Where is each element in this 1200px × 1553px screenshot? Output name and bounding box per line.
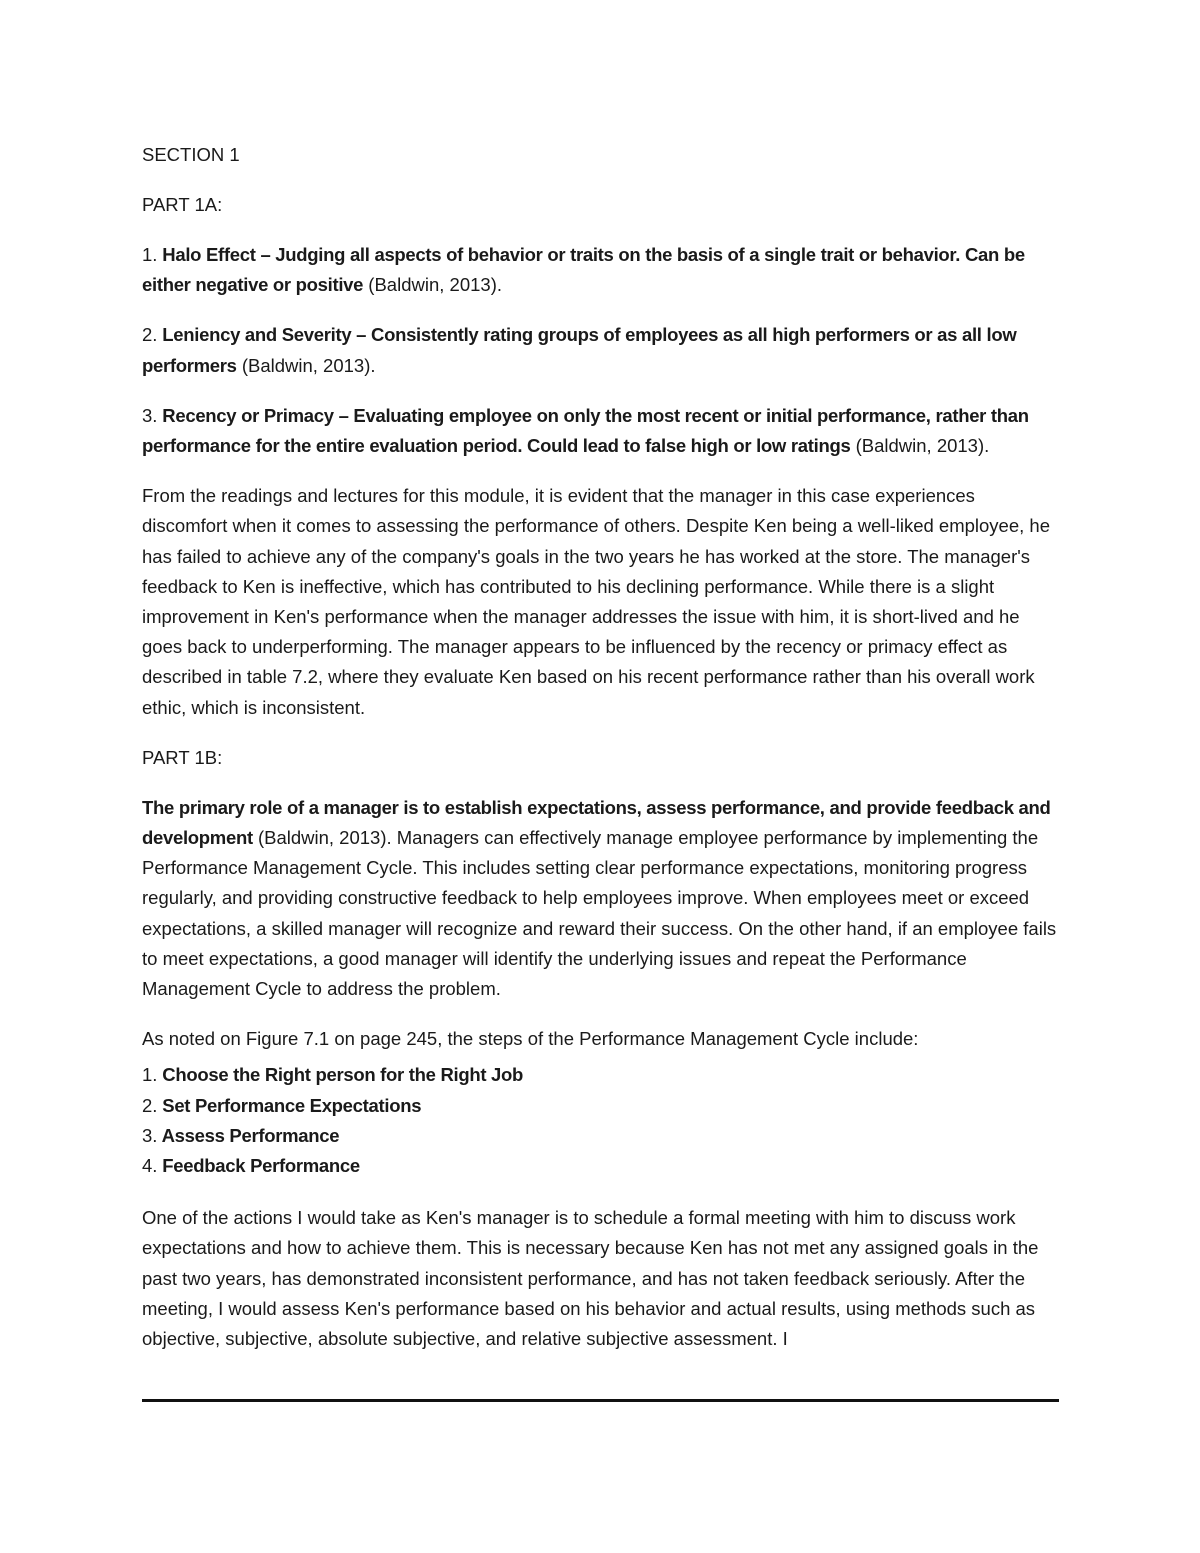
list-item <box>142 1121 1060 1151</box>
item-number: 1. <box>142 244 158 265</box>
document-body <box>142 140 1060 1374</box>
step-number: 3. <box>142 1124 158 1146</box>
step-label: Set Performance Expectations <box>157 1094 422 1116</box>
item-definition: Leniency and Severity – Consistently rating groups of employees as all high performers or as all low performers <box>142 324 1017 376</box>
item-number: 3. <box>142 404 158 426</box>
step-number: 4. <box>142 1155 158 1177</box>
step-label: Choose the Right person for the Right Job <box>157 1064 524 1086</box>
part-1a-body: From the readings and lectures for this module, it is evident that the manager in this case experiences discomfort when it comes to assessing the performance of others. Despite Ken being a well-liked employee, he has failed to achieve any of the company's goals in the two years he has worked at the store. The manager's feedback to Ken is ineffective, which has contributed to his declining performance. While there is a slight improvement in Ken's performance when the manager addresses the issue with him, it is short-lived and he goes back to underperforming. The manager appears to be influenced by the recency or primacy effect as described in table 7.2, where they evaluate Ken based on his recent performance rather than his overall work ethic, which is inconsistent. <box>142 485 1050 718</box>
bias-item-halo <box>142 240 1060 300</box>
part-1b-heading: PART 1B: <box>142 746 223 768</box>
bias-item-leniency <box>142 320 1060 380</box>
step-label: Assess Performance <box>157 1124 340 1146</box>
part-1a-heading: PART 1A: <box>142 194 223 215</box>
steps-list <box>142 1060 1060 1181</box>
item-citation: (Baldwin, 2013). <box>236 354 376 376</box>
item-citation: (Baldwin, 2013). <box>850 435 990 457</box>
list-item <box>142 1091 1060 1121</box>
intro-body: (Baldwin, 2013). Managers can effectively manage employee performance by implementing the Performance Management Cycle. This includes setting clear performance expectations, monitoring progress regularly, and providing constructive feedback to help employees improve. When employees meet or exceed expectations, a skilled manager will recognize and reward their success. On the other hand, if an employee fails to meet expectations, a good manager will identify the underlying issues and repeat the Performance Management Cycle to address the problem. <box>142 827 1057 1000</box>
list-item <box>142 1060 1060 1090</box>
part-1b-closing: One of the actions I would take as Ken's manager is to schedule a formal meeting with him to discuss work expectations and how to achieve them. This is necessary because Ken has not met any assigned goals in the past two years, has demonstrated inconsistent performance, and has not taken feedback seriously. After the meeting, I would assess Ken's performance based on his behavior and actual results, using methods such as objective, subjective, absolute subjective, and relative subjective assessment. I <box>142 1207 1039 1350</box>
step-number: 1. <box>142 1064 158 1086</box>
part-1b-intro <box>142 793 1060 1004</box>
step-label: Feedback Performance <box>157 1155 360 1177</box>
step-number: 2. <box>142 1094 158 1116</box>
item-definition: Recency or Primacy – Evaluating employee on only the most recent or initial performance, rather than performance for the entire evaluation period. Could lead to false high or low ratings <box>142 404 1029 457</box>
list-item <box>142 1151 1060 1181</box>
item-number: 2. <box>142 324 158 346</box>
item-definition: Halo Effect – Judging all aspects of behavior or traits on the basis of a single trait or behavior. Can be either negative or positive <box>142 244 1025 296</box>
bias-item-recency <box>142 401 1060 461</box>
section-title: SECTION 1 <box>142 144 240 165</box>
page-divider <box>142 1399 1059 1402</box>
steps-intro: As noted on Figure 7.1 on page 245, the steps of the Performance Management Cycle include: <box>142 1028 919 1050</box>
item-citation: (Baldwin, 2013). <box>363 274 502 296</box>
manager-role-statement: The primary role of a manager is to establish expectations, assess performance, and provide feedback and development <box>142 796 1051 849</box>
